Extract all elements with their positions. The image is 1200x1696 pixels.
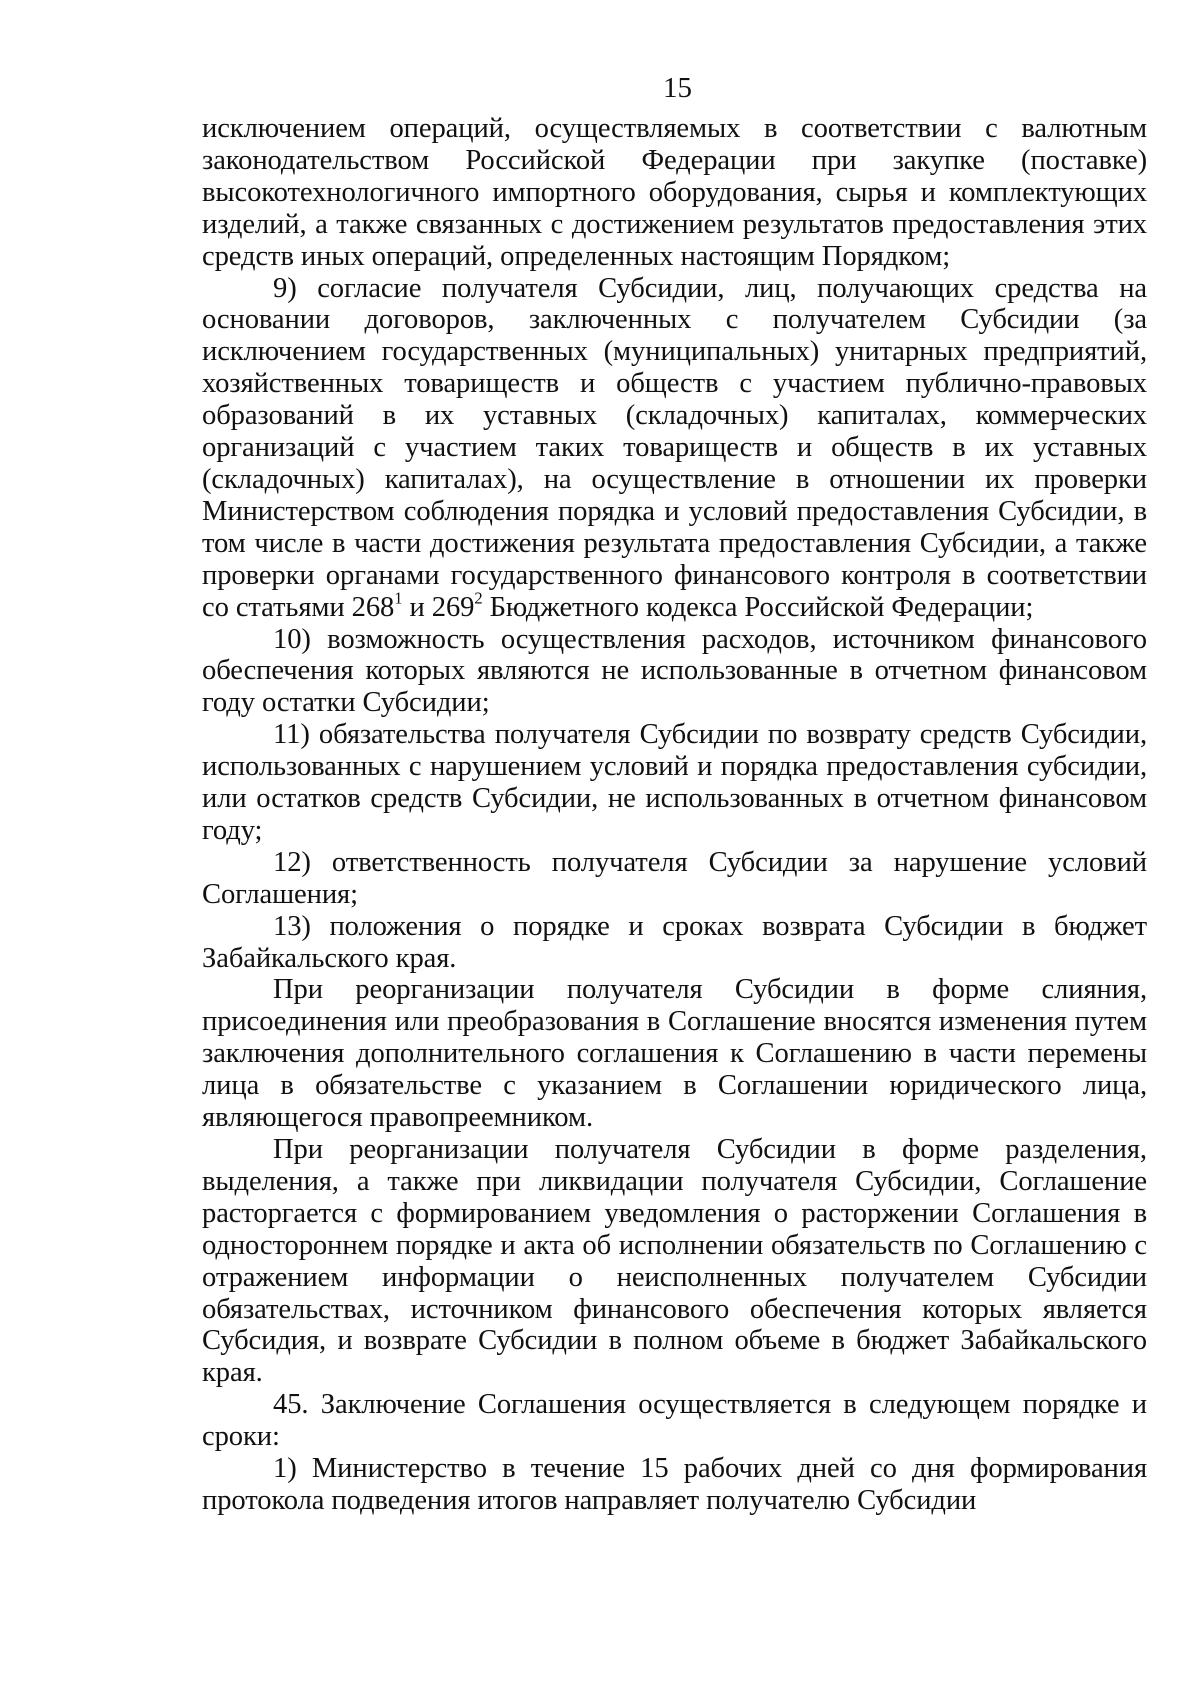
paragraph-reorganization-merger: При реорганизации получателя Субсидии в форме слияния, присоединения или преобразования в Соглашение вносятся изменения путем заключения дополнительного соглашения к Соглашению в части перемены лица в обязательстве с указанием в Соглашении юридического лица, являющегося правопреемником. — [202, 974, 1147, 1134]
superscript: 1 — [394, 588, 403, 608]
paragraph-section-45: 45. Заключение Соглашения осуществляется в следующем порядке и сроки: — [202, 1389, 1147, 1453]
paragraph-item-13: 13) положения о порядке и сроках возврата Субсидии в бюджет Забайкальского края. — [202, 910, 1147, 974]
paragraph-section-45-item-1: 1) Министерство в течение 15 рабочих дней со дня формирования протокола подведения итогов направляет получателю Субсидии — [202, 1453, 1147, 1516]
page-number: 15 — [663, 72, 692, 104]
paragraph-text: 9) согласие получателя Субсидии, лиц, получающих средства на основании договоров, заключенных с получателем Субсидии (за исключением государственных (муниципальных) унитарных предприятий, хозяйственных товариществ и обществ с участием публично-правовых образований в их уставных (складочных) капиталах, коммерческих организаций с участием таких товариществ и обществ в их уставных (складочных) капиталах), на осуществление в отношении их проверки Министерством соблюдения порядка и условий предоставления Субсидии, в том числе в части достижения результата предоставления Субсидии, а также проверки органами государственного финансового контроля в соответствии со статьями 268 — [202, 272, 1147, 623]
paragraph-item-9 — [202, 273, 1147, 624]
paragraph-reorganization-division: При реорганизации получателя Субсидии в форме разделения, выделения, а также при ликвидации получателя Субсидии, Соглашение расторгается с формированием уведомления о расторжении Соглашения в одностороннем порядке и акта об исполнении обязательств по Соглашению с отражением информации о неисполненных получателем Субсидии обязательствах, источником финансового обеспечения которых является Субсидия, и возврате Субсидии в полном объеме в бюджет Забайкальского края. — [202, 1134, 1147, 1389]
paragraph-item-10: 10) возможность осуществления расходов, источником финансового обеспечения которых являются не использованные в отчетном финансовом году остатки Субсидии; — [202, 623, 1147, 719]
paragraph-text: и 269 — [402, 591, 475, 623]
paragraph-text: Бюджетного кодекса Российской Федерации; — [482, 591, 1034, 623]
paragraph-item-12: 12) ответственность получателя Субсидии за нарушение условий Соглашения; — [202, 846, 1147, 910]
paragraph-item-11: 11) обязательства получателя Субсидии по возврату средств Субсидии, использованных с нарушением условий и порядка предоставления субсидии, или остатков средств Субсидии, не использованных в отчетном финансовом году; — [202, 719, 1147, 846]
superscript: 2 — [474, 588, 483, 608]
paragraph: исключением операций, осуществляемых в соответствии с валютным законодательством Российской Федерации при закупке (поставке) высокотехнологичного импортного оборудования, сырья и комплектующих изделий, а также связанных с достижением результатов предоставления этих средств иных операций, определенных настоящим Порядком; — [202, 113, 1147, 272]
document-body — [202, 113, 1147, 1517]
